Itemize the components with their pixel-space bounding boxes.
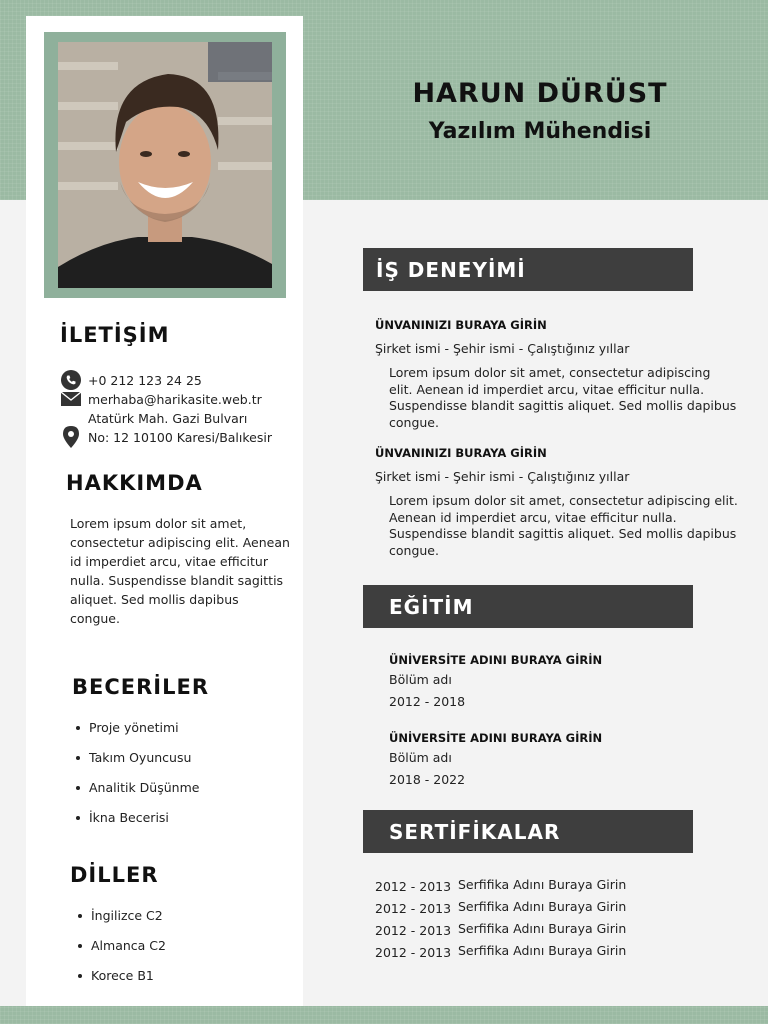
contact-address-line2: No: 12 10100 Karesi/Balıkesir: [88, 429, 272, 445]
experience-2-desc-line: Aenean id imperdiet arcu, vitae efficitur nulla.: [389, 509, 677, 525]
skill-item: İkna Becerisi: [74, 809, 199, 839]
about-text: Lorem ipsum dolor sit amet, consectetur adipiscing elit. Aenean id imperdiet arcu, vitae efficitur nulla. Suspendisse blandit sagittis aliquet. Sed mollis dapibus congue.: [70, 516, 290, 626]
experience-1-description: [389, 365, 757, 431]
contact-phone-text: +0 212 123 24 25: [88, 372, 202, 388]
certificate-row: [375, 879, 675, 899]
language-item: Almanca C2: [76, 937, 166, 967]
languages-title: DİLLER: [70, 863, 159, 887]
education-1-years: 2012 - 2018: [389, 694, 466, 709]
about-title: HAKKIMDA: [66, 471, 203, 495]
skill-item: Takım Oyuncusu: [74, 749, 199, 779]
experience-1-desc-line: Suspendisse blandit sagittis aliquet. Sed mollis dapibus: [389, 398, 737, 413]
experience-1-company: Şirket ismi - Şehir ismi - Çalıştığınız yıllar: [375, 341, 630, 356]
contact-email-text[interactable]: merhaba@harikasite.web.tr: [88, 391, 262, 407]
skills-list: [74, 719, 199, 839]
education-2-department: Bölüm adı: [389, 750, 452, 765]
experience-2-desc-line: Lorem ipsum dolor sit amet, consectetur adipiscing elit.: [389, 493, 738, 508]
contact-address-line1: Atatürk Mah. Gazi Bulvarı: [88, 410, 248, 426]
certificate-row: [375, 923, 675, 943]
certificate-years: 2012 - 2013: [375, 879, 452, 894]
experience-2-description: [389, 493, 757, 559]
certificate-years: 2012 - 2013: [375, 945, 452, 960]
experience-1-desc-line: elit. Aenean id imperdiet arcu, vitae efficitur nulla.: [389, 381, 705, 397]
profile-photo: [58, 42, 272, 288]
mail-icon: [60, 389, 82, 409]
education-section-header: EĞİTİM: [363, 585, 693, 628]
certificate-years: 2012 - 2013: [375, 901, 452, 916]
contact-title: İLETİŞİM: [60, 323, 170, 347]
skill-item: Proje yönetimi: [74, 719, 199, 749]
skill-item: Analitik Düşünme: [74, 779, 199, 809]
language-item: İngilizce C2: [76, 907, 166, 937]
certificate-name: Serfifika Adını Buraya Girin: [458, 943, 627, 958]
skills-title: BECERİLER: [72, 675, 209, 699]
experience-2-role: ÜNVANINIZI BURAYA GİRİN: [375, 446, 547, 460]
experience-1-role: ÜNVANINIZI BURAYA GİRİN: [375, 318, 547, 332]
certificate-name: Serfifika Adını Buraya Girin: [458, 877, 627, 892]
candidate-name: HARUN DÜRÜST: [412, 78, 668, 109]
languages-list: [76, 907, 166, 997]
experience-2-desc-line: congue.: [389, 542, 439, 558]
candidate-job-title: Yazılım Mühendisi: [428, 119, 652, 144]
experience-2-desc-line: Suspendisse blandit sagittis aliquet. Sed mollis dapibus: [389, 526, 737, 541]
certificate-years: 2012 - 2013: [375, 923, 452, 938]
profile-photo-illustration: [58, 42, 272, 288]
certificate-row: [375, 945, 675, 965]
contact-address: [60, 427, 272, 447]
education-1-school: ÜNİVERSİTE ADINI BURAYA GİRİN: [389, 653, 603, 667]
phone-icon: [60, 370, 82, 390]
location-icon: [60, 427, 82, 447]
certificate-name: Serfifika Adını Buraya Girin: [458, 921, 627, 936]
footer-band: [0, 1006, 768, 1024]
experience-1-desc-line: congue.: [389, 414, 439, 430]
education-2-years: 2018 - 2022: [389, 772, 466, 787]
experience-1-desc-line: Lorem ipsum dolor sit amet, consectetur adipiscing: [389, 365, 711, 380]
contact-phone: [60, 370, 202, 390]
experience-section-header: İŞ DENEYİMİ: [363, 248, 693, 291]
experience-2-company: Şirket ismi - Şehir ismi - Çalıştığınız yıllar: [375, 469, 630, 484]
contact-email: [60, 389, 262, 409]
language-item: Korece B1: [76, 967, 166, 997]
education-1-department: Bölüm adı: [389, 672, 452, 687]
certificate-row: [375, 901, 675, 921]
certificate-name: Serfifika Adını Buraya Girin: [458, 899, 627, 914]
education-2-school: ÜNİVERSİTE ADINI BURAYA GİRİN: [389, 731, 603, 745]
certificates-section-header: SERTİFİKALAR: [363, 810, 693, 853]
